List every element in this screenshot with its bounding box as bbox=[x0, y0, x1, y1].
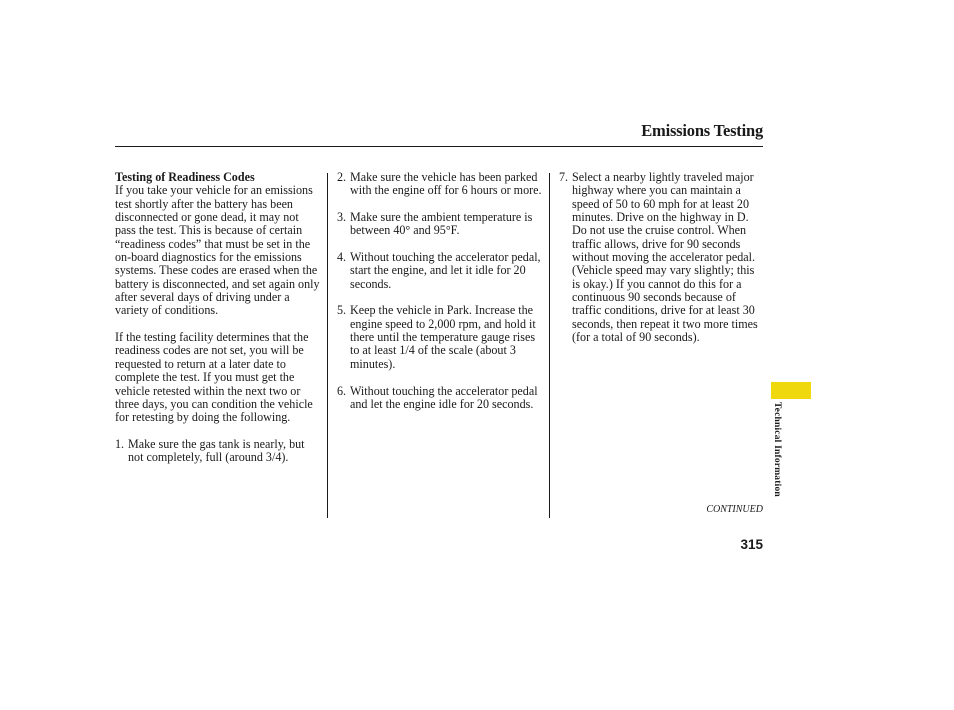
intro-paragraph: If you take your vehicle for an emissions test shortly after the battery has been disconnected or gone dead, it may not pass the test. This is because of certain “readiness codes” that must be set in the on-board diagnostics for the emissions systems. These codes are erased when the battery is disconnected, and set again only after several days of driving under a variety of conditions. bbox=[115, 183, 320, 318]
column-3 bbox=[559, 171, 765, 358]
step-5 bbox=[337, 304, 543, 371]
step-text: Make sure the gas tank is nearly, but not completely, full (around 3/4). bbox=[128, 436, 305, 465]
retest-paragraph: If the testing facility determines that the readiness codes are not set, you will be requested to return at a later date to complete the test. If you must get the vehicle retested within the next two or three days, you can condition the vehicle for retesting by doing the following. bbox=[115, 330, 313, 425]
step-3 bbox=[337, 211, 543, 238]
step-number: 1. bbox=[115, 436, 125, 451]
step-2 bbox=[337, 171, 543, 198]
step-6 bbox=[337, 385, 543, 412]
column-divider-2 bbox=[549, 173, 550, 518]
page-title: Emissions Testing bbox=[641, 121, 763, 140]
step-number: 4. bbox=[337, 250, 347, 265]
step-number: 7. bbox=[559, 170, 569, 184]
step-4 bbox=[337, 251, 543, 291]
step-text: Without touching the accelerator pedal, start the engine, and let it idle for 20 seconds. bbox=[350, 250, 541, 291]
page-number: 315 bbox=[740, 537, 763, 552]
step-number: 3. bbox=[337, 210, 347, 225]
step-number: 6. bbox=[337, 383, 347, 398]
step-number: 5. bbox=[337, 303, 347, 318]
step-number: 2. bbox=[337, 170, 347, 184]
continued-label: CONTINUED bbox=[706, 504, 763, 515]
step-text: Select a nearby lightly traveled major highway where you can maintain a speed of 50 to 60 mph for at least 20 minutes. Drive on the highway in D. Do not use the cruise control. When traffic allows, drive for 90 seconds without moving the accelerator pedal. (Vehicle speed may vary slightly; this is okay.) If you cannot do this for a continuous 90 seconds because of traffic conditions, drive for at least 30 seconds, then repeat it two more times (for a total of 90 seconds). bbox=[572, 170, 758, 345]
step-7 bbox=[559, 171, 765, 344]
step-text: Without touching the accelerator pedal and let the engine idle for 20 seconds. bbox=[350, 383, 538, 411]
column-1 bbox=[115, 171, 321, 478]
column-divider-1 bbox=[327, 173, 328, 518]
header-rule bbox=[115, 146, 763, 147]
section-heading: Testing of Readiness Codes bbox=[115, 170, 255, 184]
column-2 bbox=[337, 171, 543, 425]
step-text: Keep the vehicle in Park. Increase the engine speed to 2,000 rpm, and hold it there until the temperature gauge rises to at least 1/4 of the scale (about 3 minutes). bbox=[350, 303, 536, 371]
section-tab bbox=[771, 382, 811, 399]
step-text: Make sure the vehicle has been parked with the engine off for 6 hours or more. bbox=[350, 170, 542, 198]
section-tab-label: Technical Information bbox=[772, 402, 782, 497]
step-text: Make sure the ambient temperature is between 40° and 95°F. bbox=[350, 210, 533, 238]
step-1 bbox=[115, 438, 321, 465]
